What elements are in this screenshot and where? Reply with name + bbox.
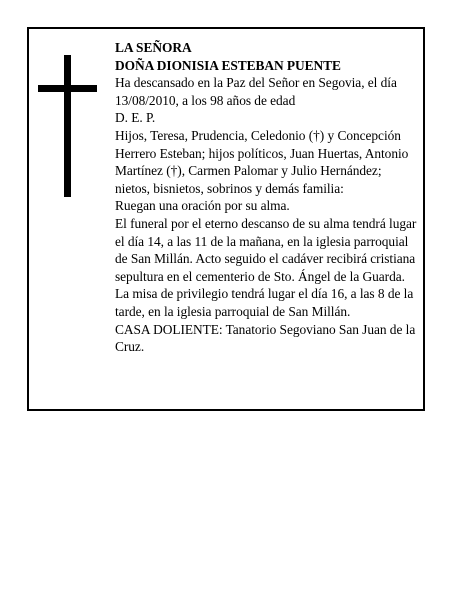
family-list: Hijos, Teresa, Prudencia, Celedonio (†) y Concepción Herrero Esteban; hijos políticos, Juan Huertas, Antonio Martínez (†), Carmen Palomar y Julio Hernández; nietos, bisnietos, sobrinos y demás familia: — [115, 127, 409, 196]
deceased-name: DOÑA DIONISIA ESTEBAN PUENTE — [115, 57, 341, 73]
title-honorific: LA SEÑORA — [115, 40, 192, 55]
cross-vertical-bar — [64, 55, 71, 197]
mourning-house: CASA DOLIENTE: Tanatorio Segoviano San Juan de la Cruz. — [115, 321, 416, 355]
rest-in-peace: D. E. P. — [115, 110, 156, 126]
cross-horizontal-bar — [38, 85, 97, 92]
funeral-details: El funeral por el eterno descanso de su alma tendrá lugar el día 14, a las 11 de la mañana, en la iglesia parroquial de San Millán. Acto seguido el cadáver recibirá cristiana sepultura en el cementerio de Sto. Ángel de la Guarda. La misa de privilegio tendrá lugar el día 16, a las 8 de la tarde, en la iglesia parroquial de San Millán. — [115, 215, 417, 319]
death-announcement: Ha descansado en la Paz del Señor en Segovia, el día 13/08/2010, a los 98 años de edad — [115, 75, 397, 108]
obituary-text — [115, 39, 419, 356]
prayer-request: Ruegan una oración por su alma. — [115, 198, 290, 214]
